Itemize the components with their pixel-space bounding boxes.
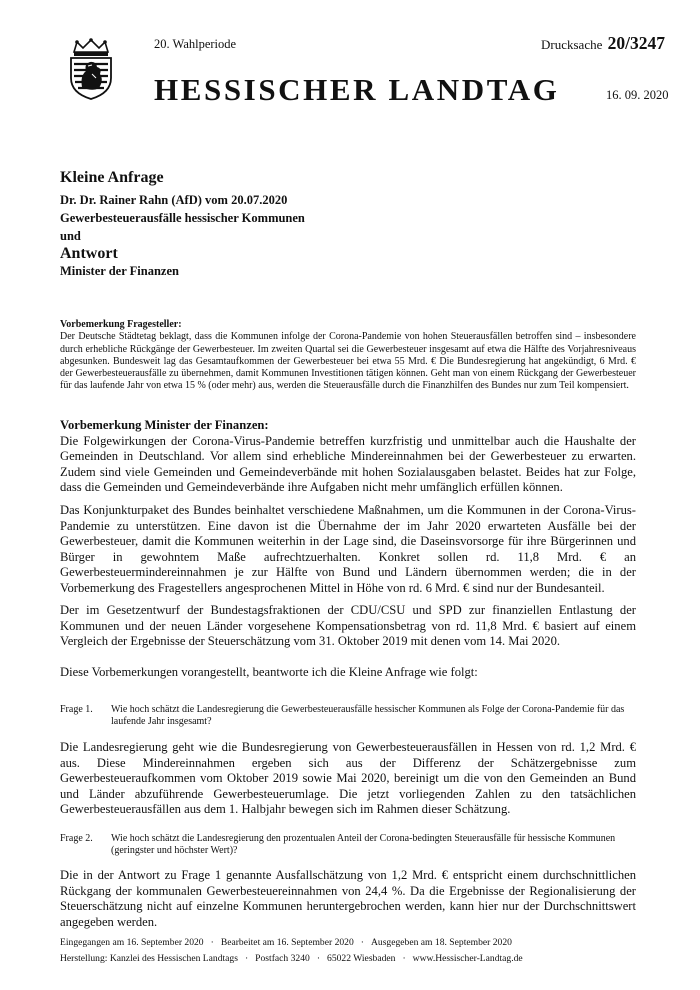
question-2 (60, 833, 640, 859)
vorbemerkung-minister-paragraph: Das Konjunkturpaket des Bundes beinhaltet verschiedene Maßnahmen, um die Kommunen in der Corona-Virus-Pandemie zu unterstützen. Eine davon ist die Übernahme der im Jahr 2020 erwarteten Ausfälle bei der Gewerbesteuer, damit die Kommunen weiterhin in der Lage sind, die Daseinsvorsorge für ihre Bürgerinnen und Bürger in gewohntem Maße aufrechtzuerhalten. Konkret sollen rd. 11,8 Mrd. € an Gewerbesteuermindereinnahmen je zur Hälfte von Bund und Ländern übernommen werden; die in der Vorbemerkung des Fragestellers angesprochenen Mittel in Höhe von rd. 6 Mrd. € sind nur der Bundesanteil. (60, 503, 636, 595)
title-kleine-anfrage: Kleine Anfrage (60, 169, 164, 186)
question-text: Wie hoch schätzt die Landesregierung den prozentualen Anteil der Corona-bedingten Steuerausfälle für hessische Kommunen (geringster und höchster Wert)? (111, 833, 616, 857)
question-text: Wie hoch schätzt die Landesregierung die Gewerbesteuerausfälle hessischer Kommunen als Folge der Corona-Pandemie für das laufende Jahr insgesamt? (111, 704, 625, 728)
question-label: Frage 1. (60, 704, 93, 715)
vorbemerkung-minister-p2 (60, 503, 636, 597)
footer-eingegangen: Eingegangen am 16. September 2020 (60, 937, 204, 948)
footer-separator: · (244, 953, 249, 964)
vorbemerkung-minister-paragraph: Diese Vorbemerkungen vorangestellt, beantworte ich die Kleine Anfrage wie folgt: (60, 665, 478, 679)
footer-postfach: Postfach 3240 (255, 953, 310, 964)
question-label: Frage 2. (60, 833, 93, 844)
footer-separator: · (360, 937, 364, 948)
question-1 (60, 704, 640, 730)
document-number-value: 20/3247 (607, 33, 665, 53)
vorbemerkung-minister (60, 418, 636, 496)
vorbemerkung-fragesteller (60, 319, 636, 393)
answer-1 (60, 740, 636, 818)
hessen-coat-of-arms-icon (62, 38, 120, 100)
footer-separator: · (402, 953, 406, 964)
document-number (541, 33, 665, 54)
document-number-label: Drucksache (541, 37, 603, 52)
answer-text: Die in der Antwort zu Frage 1 genannte Ausfallschätzung von 1,2 Mrd. € entspricht einem durchschnittlichen Rückgang der kommunalen Gewerbesteuereinnahmen von 24,4 %. Da die Ergebnisse der Regionalisierung der Steuerschätzung nicht auf einzelne Kommunen heruntergebrochen werden, kann hier nur der Durchschnittswert angegeben werden. (60, 868, 636, 929)
document-date: 16. 09. 2020 (606, 88, 669, 102)
footer-separator: · (316, 953, 321, 964)
vorbemerkung-minister-p4 (60, 665, 636, 681)
footer-website-link[interactable]: www.Hessischer-Landtag.de (412, 953, 523, 964)
electoral-period: 20. Wahlperiode (154, 37, 237, 51)
und-line: und (60, 229, 81, 243)
vorbemerkung-minister-paragraph: Der im Gesetzentwurf der Bundestagsfraktionen der CDU/CSU und SPD zur finanziellen Entlastung der Kommunen und der neuen Länder vorgesehene Kompensationsbetrag von rd. 11,8 Mrd. € basiert auf einem Vergleich der Ergebnisse der Steuerschätzung vom 31. Oktober 2019 mit denen vom 14. Mai 2020. (60, 603, 636, 649)
footer-dates (60, 937, 512, 948)
vorbemerkung-minister-p3 (60, 603, 636, 650)
author-line: Dr. Dr. Rainer Rahn (AfD) vom 20.07.2020 (60, 193, 288, 207)
subject-line: Gewerbesteuerausfälle hessischer Kommunen (60, 211, 305, 225)
vorbemerkung-minister-paragraph: Die Folgewirkungen der Corona-Virus-Pandemie betreffen kurzfristig und unmittelbar auch die Haushalte der Gemeinden in Deutschland. Vor allem sind erhebliche Mindereinnahmen bei der Gewerbesteuer zu erwarten. Zudem sind viele Gemeinden und Gemeindeverbände mit hohen Sozialausgaben belastet. Beides hat zur Folge, dass die Gemeinden und Gemeindeverbände ihre Aufgaben nicht mehr umfänglich erfüllen können. (60, 433, 636, 495)
answer-text: Die Landesregierung geht wie die Bundesregierung von Gewerbesteuerausfällen in Hessen von rd. 1,2 Mrd. € aus. Diese Mindereinnahmen ergeben sich aus der Differenz der Schätzergebnisse zum Gewerbesteueraufkommen vom Oktober 2019 sowie Mai 2020, bereinigt um die von den Gemeinden an Bund und Länder abzuführende Gewerbesteuerumlage. Die jetzt vorliegenden Zahlen zu den tatsächlichen Gewerbesteuerausfällen aus dem 1. Halbjahr bewegen sich im Rahmen dieser Schätzung. (60, 740, 636, 817)
vorbemerkung-fragesteller-text: Der Deutsche Städtetag beklagt, dass die Kommunen infolge der Corona-Pandemie von hohen Steuerausfällen betroffen sind – insbesondere durch erhebliche Rückgänge der Gewerbesteuer. Im zweiten Quartal sei die Gewerbesteuer insgesamt auf etwa die Hälfte des Vorjahresniveaus abgesunken. Bundesweit lag das Gesamtaufkommen der Gewerbesteuer bei etwa 55 Mrd. € Die Bundesregierung hat angekündigt, 6 Mrd. € der Gewerbesteuerausfälle zu übernehmen, damit Kommunen Investitionen tätigen können. Geht man von einem Rückgang der Gewerbesteuer für das laufende Jahr von etwa 15 % (oder mehr) aus, werden die Steuerausfälle durch die Finanzhilfen des Bundes nur zum Teil kompensiert. (60, 331, 636, 392)
minister-line: Minister der Finanzen (60, 264, 179, 278)
footer-bearbeitet: Bearbeitet am 16. September 2020 (220, 937, 354, 948)
parliament-title: HESSISCHER LANDTAG (154, 72, 560, 107)
vorbemerkung-fragesteller-title: Vorbemerkung Fragesteller: (60, 319, 182, 330)
title-antwort: Antwort (60, 245, 118, 262)
footer-ausgegeben: Ausgegeben am 18. September 2020 (370, 937, 512, 948)
footer-separator: · (210, 937, 214, 948)
answer-2 (60, 868, 636, 930)
footer-publisher (60, 953, 523, 964)
footer-ort: 65022 Wiesbaden (327, 953, 396, 964)
footer-herstellung: Herstellung: Kanzlei des Hessischen Landtags (60, 953, 238, 964)
vorbemerkung-minister-title: Vorbemerkung Minister der Finanzen: (60, 418, 269, 432)
